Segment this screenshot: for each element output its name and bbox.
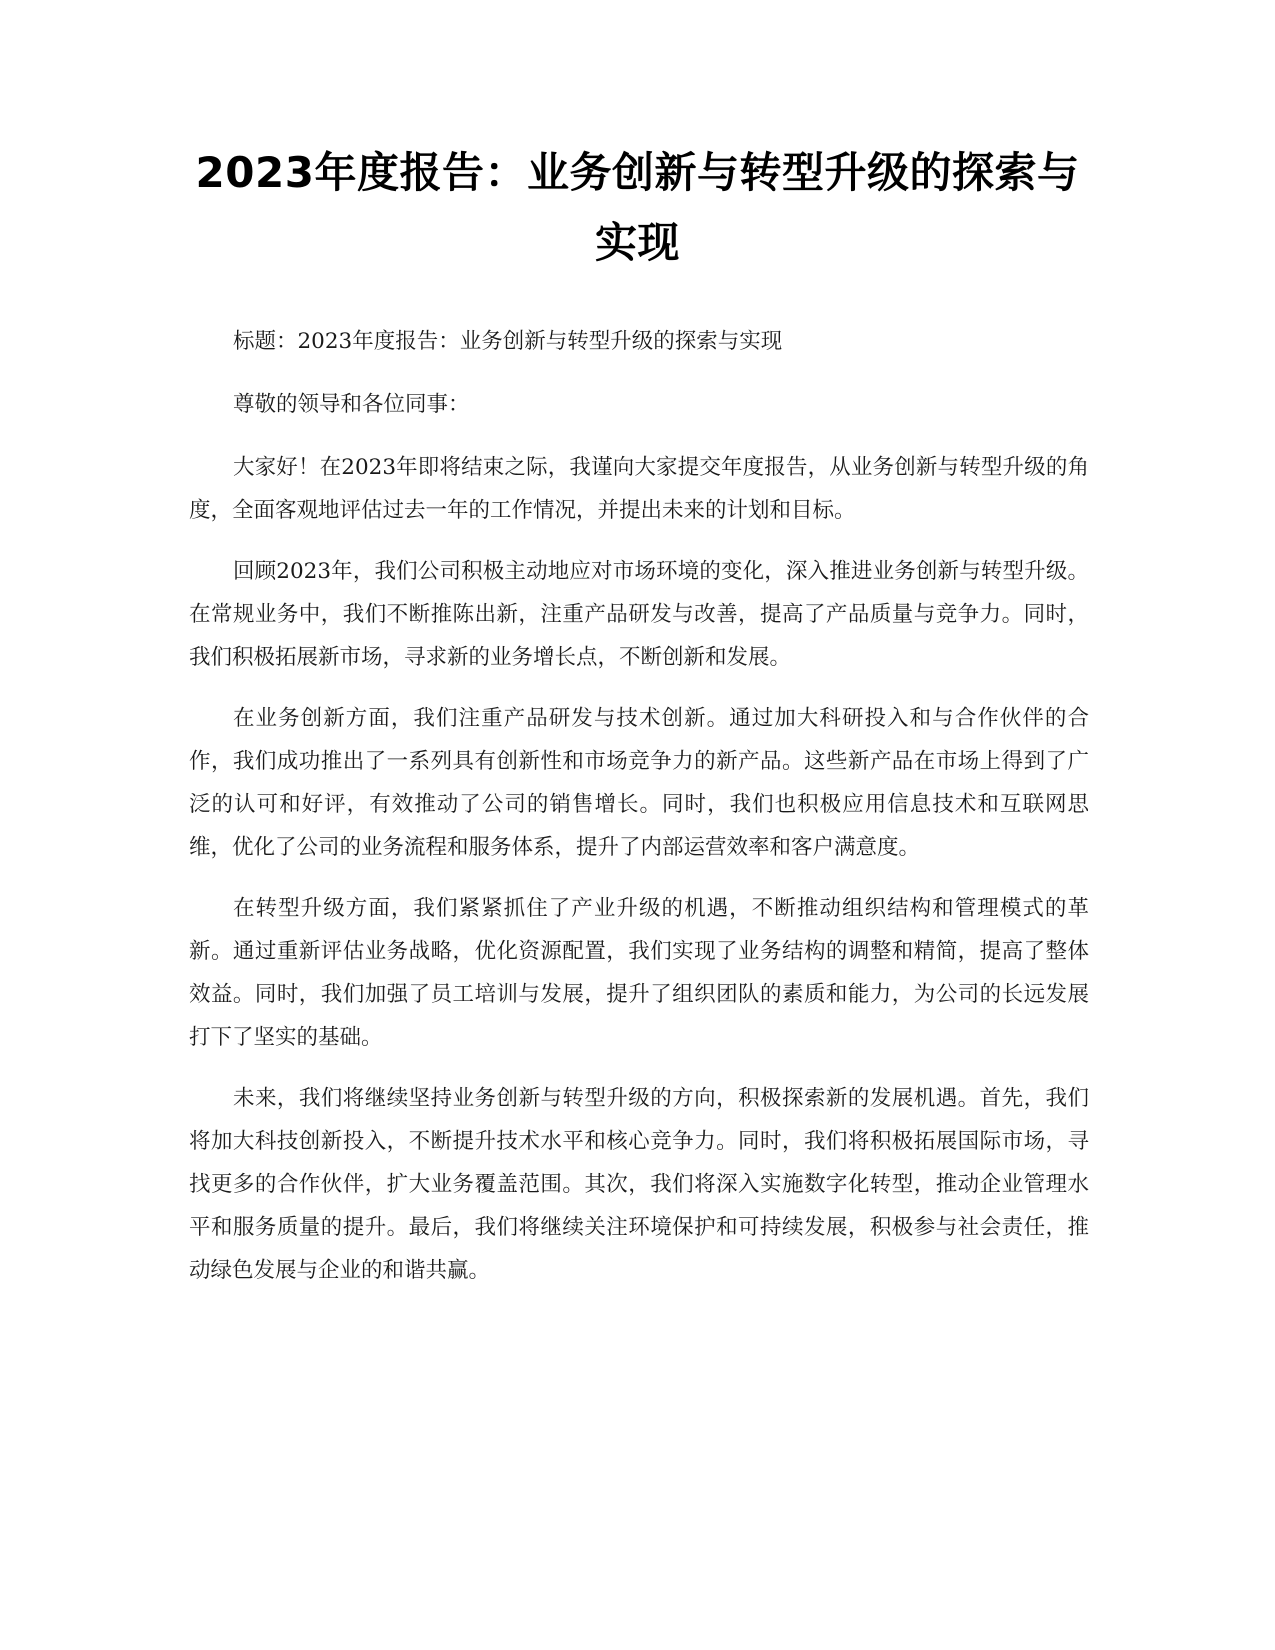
document-title: 2023年度报告：业务创新与转型升级的探索与实现 bbox=[195, 148, 1080, 267]
paragraph-business-innovation: 在业务创新方面，我们注重产品研发与技术创新。通过加大科研投入和与合作伙伴的合作，我们成功推出了一系列具有创新性和市场竞争力的新产品。这些新产品在市场上得到了广泛的认可和好评，有效推动了公司的销售增长。同时，我们也积极应用信息技术和互联网思维，优化了公司的业务流程和服务体系，提升了内部运营效率和客户满意度。 bbox=[189, 706, 1089, 860]
paragraph-review: 回顾2023年，我们公司积极主动地应对市场环境的变化，深入推进业务创新与转型升级。在常规业务中，我们不断推陈出新，注重产品研发与改善，提高了产品质量与竞争力。同时，我们积极拓展新市场，寻求新的业务增长点，不断创新和发展。 bbox=[189, 559, 1089, 670]
document-body bbox=[189, 320, 1089, 1310]
paragraph-future-plans: 未来，我们将继续坚持业务创新与转型升级的方向，积极探索新的发展机遇。首先，我们将加大科技创新投入，不断提升技术水平和核心竞争力。同时，我们将积极拓展国际市场，寻找更多的合作伙伴，扩大业务覆盖范围。其次，我们将深入实施数字化转型，推动企业管理水平和服务质量的提升。最后，我们将继续关注环境保护和可持续发展，积极参与社会责任，推动绿色发展与企业的和谐共赢。 bbox=[189, 1086, 1089, 1283]
paragraph-subject-line: 标题：2023年度报告：业务创新与转型升级的探索与实现 bbox=[233, 329, 783, 354]
paragraph-salutation: 尊敬的领导和各位同事： bbox=[233, 392, 470, 417]
paragraph-greeting: 大家好！在2023年即将结束之际，我谨向大家提交年度报告，从业务创新与转型升级的角度，全面客观地评估过去一年的工作情况，并提出未来的计划和目标。 bbox=[189, 455, 1089, 523]
paragraph-transformation: 在转型升级方面，我们紧紧抓住了产业升级的机遇，不断推动组织结构和管理模式的革新。通过重新评估业务战略，优化资源配置，我们实现了业务结构的调整和精简，提高了整体效益。同时，我们加强了员工培训与发展，提升了组织团队的素质和能力，为公司的长远发展打下了坚实的基础。 bbox=[189, 896, 1089, 1050]
